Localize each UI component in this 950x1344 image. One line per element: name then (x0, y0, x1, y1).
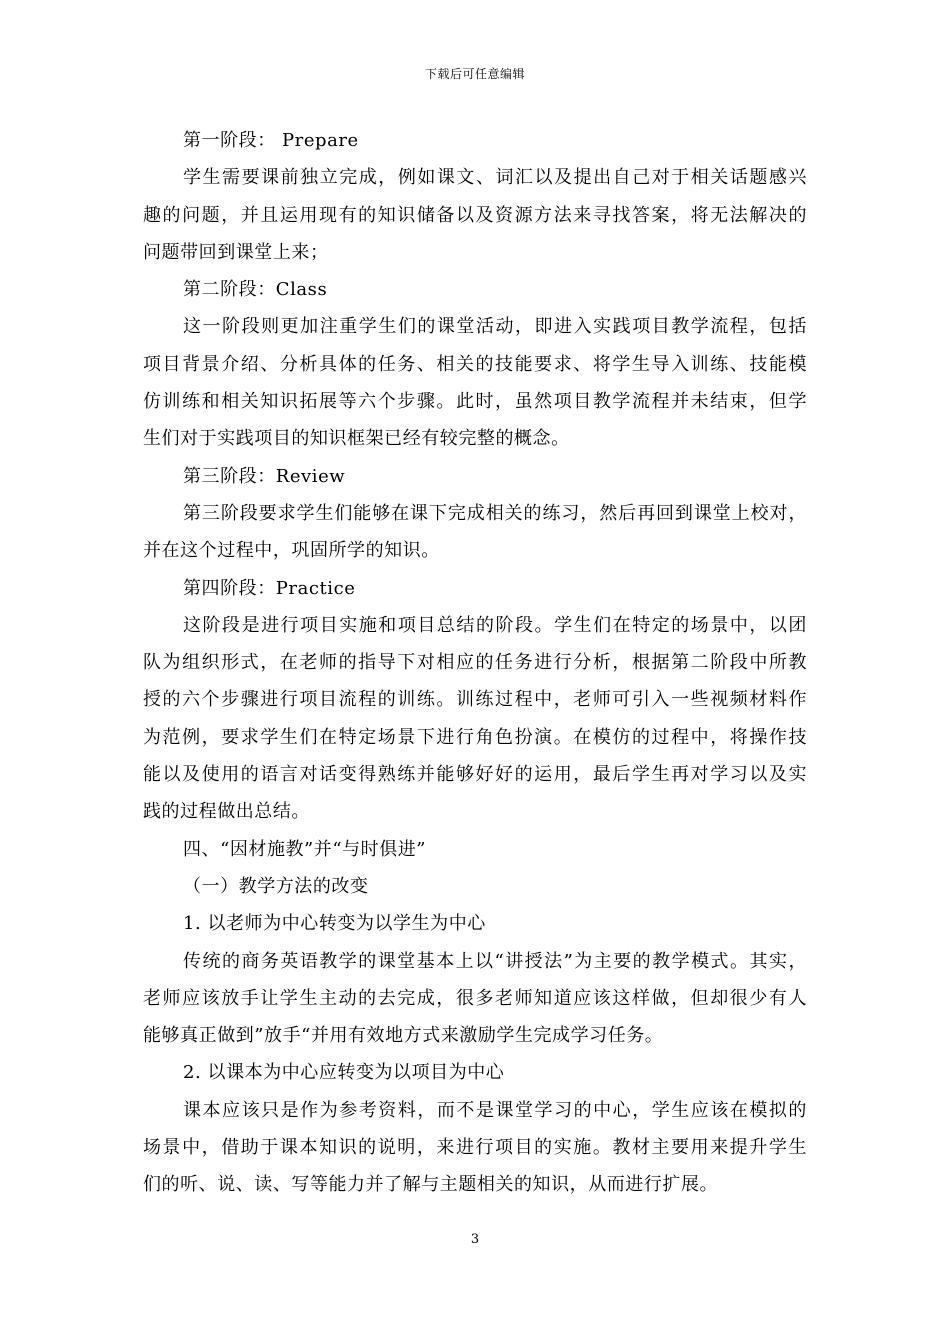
text-line: 践的过程做出总结。 (143, 801, 310, 823)
text-line: 1. 以老师为中心转变为以学生为中心 (183, 913, 486, 935)
text-line: 学生需要课前独立完成，例如课文、词汇以及提出自己对于相关话题感兴 (183, 167, 807, 189)
text-line: 2. 以课本为中心应转变为以项目为中心 (183, 1062, 505, 1084)
text-line: 第四阶段：Practice (183, 577, 356, 599)
text-line: 能以及使用的语言对话变得熟练并能够好好的运用，最后学生再对学习以及实 (143, 764, 807, 786)
text-line: 趣的问题，并且运用现有的知识储备以及资源方法来寻找答案，将无法解决的 (143, 204, 807, 226)
text-line: 项目背景介绍、分析具体的任务、相关的技能要求、将学生导入训练、技能模 (143, 353, 807, 375)
text-line: 并在这个过程中，巩固所学的知识。 (143, 540, 440, 562)
page-number: 3 (470, 1232, 480, 1247)
text-line: 仿训练和相关知识拓展等六个步骤。此时，虽然项目教学流程并未结束，但学 (143, 391, 807, 413)
text-line: 老师应该放手让学生主动的去完成，很多老师知道应该这样做，但却很少有人 (143, 987, 807, 1009)
text-line: 能够真正做到”放手“并用有效地方式来激励学生完成学习任务。 (143, 1025, 664, 1047)
text-line: 队为组织形式，在老师的指导下对相应的任务进行分析，根据第二阶段中所教 (143, 652, 807, 674)
text-line: 问题带回到课堂上来； (143, 241, 329, 263)
text-line: 四、“因材施教”并“与时俱进” (183, 838, 427, 860)
text-line: （一）教学方法的改变 (183, 875, 369, 897)
document-body (143, 122, 807, 1204)
text-line: 场景中，借助于课本知识的说明，来进行项目的实施。教材主要用来提升学生 (143, 1137, 807, 1159)
text-line: 第三阶段：Review (183, 465, 346, 487)
text-line: 授的六个步骤进行项目流程的训练。训练过程中，老师可引入一些视频材料作 (143, 689, 807, 711)
text-line: 传统的商务英语教学的课堂基本上以“讲授法”为主要的教学模式。其实， (183, 950, 807, 972)
text-line: 这一阶段则更加注重学生们的课堂活动，即进入实践项目教学流程，包括 (183, 316, 807, 338)
text-line: 第二阶段：Class (183, 279, 328, 301)
text-line: 第三阶段要求学生们能够在课下完成相关的练习，然后再回到课堂上校对， (183, 502, 807, 524)
page-header: 下载后可任意编辑 (424, 67, 525, 81)
text-line: 第一阶段： Prepare (183, 130, 359, 151)
text-line: 这阶段是进行项目实施和项目总结的阶段。学生们在特定的场景中，以团 (183, 614, 807, 636)
text-line: 生们对于实践项目的知识框架已经有较完整的概念。 (143, 428, 570, 450)
text-line: 课本应该只是作为参考资料，而不是课堂学习的中心，学生应该在模拟的 (183, 1099, 807, 1121)
text-line: 为范例，要求学生们在特定场景下进行角色扮演。在模仿的过程中，将操作技 (143, 726, 807, 748)
text-line: 们的听、说、读、写等能力并了解与主题相关的知识，从而进行扩展。 (143, 1174, 719, 1196)
